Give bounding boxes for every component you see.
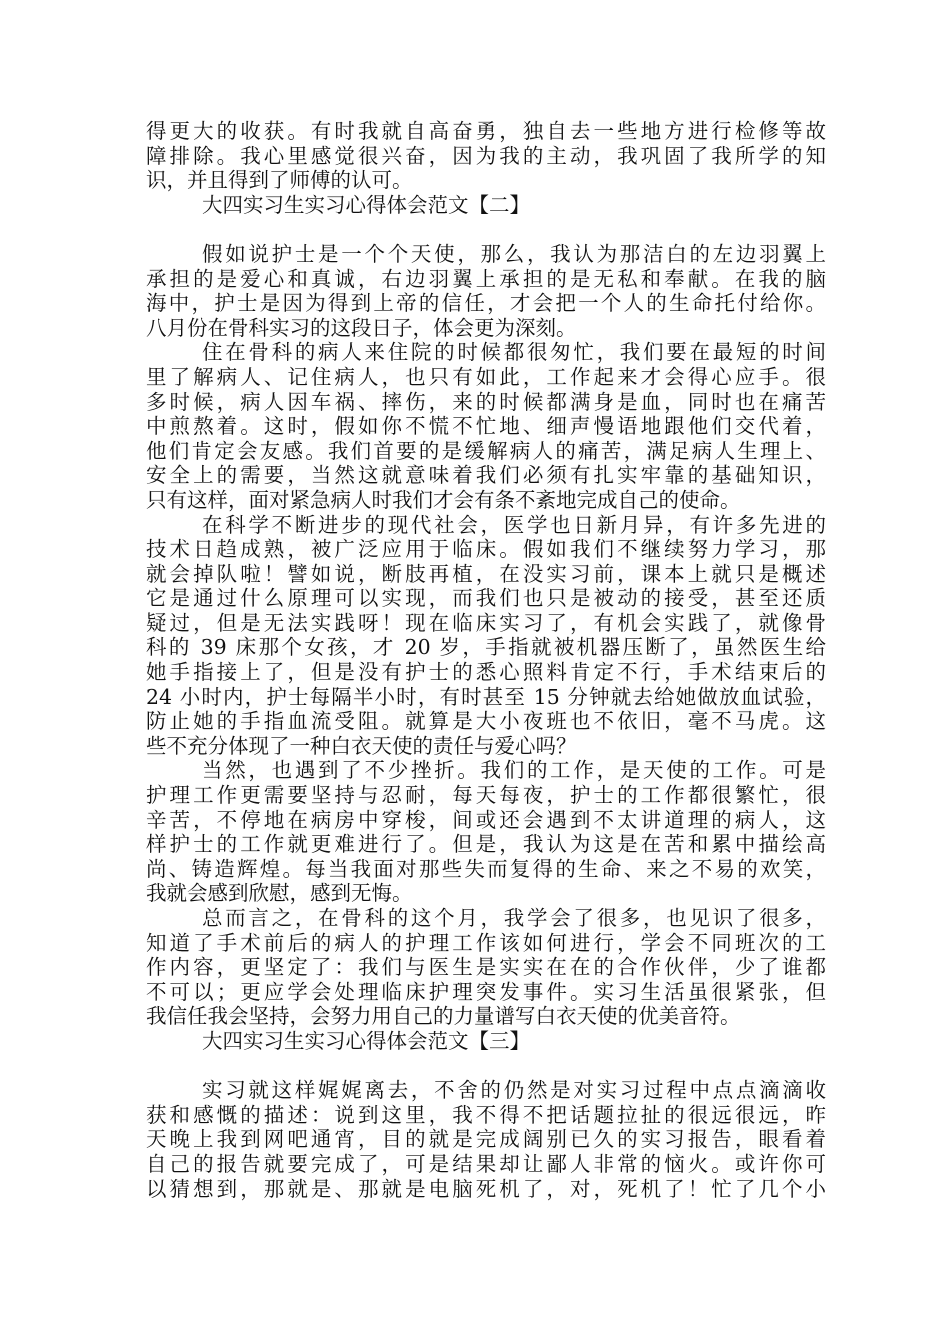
text-line: 假如说护士是一个个天使，那么，我认为那洁白的左边羽翼上	[202, 241, 826, 266]
text-line: 我就会感到欣慰，感到无悔。	[146, 881, 413, 906]
text-line: 在科学不断进步的现代社会，医学也日新月异，有许多先进的	[202, 512, 826, 537]
text-line: 海中，护士是因为得到上帝的信任，才会把一个人的生命托付给你。	[146, 291, 826, 316]
blank-line	[146, 1054, 826, 1079]
paragraph	[146, 758, 826, 906]
text-line: 住在骨科的病人来住院的时候都很匆忙，我们要在最短的时间	[202, 340, 826, 365]
section-heading-two: 大四实习生实习心得体会范文【二】	[202, 192, 530, 217]
text-line: 他们肯定会友感。我们首要的是缓解病人的痛苦，满足病人生理上、	[146, 438, 826, 463]
section-heading-three: 大四实习生实习心得体会范文【三】	[202, 1028, 530, 1053]
text-line: 科的 39 床那个女孩，才 20 岁，手指就被机器压断了，虽然医生给	[146, 635, 826, 660]
text-line: 些不充分体现了一种白衣天使的责任与爱心吗？	[146, 733, 577, 758]
text-line: 知道了手术前后的病人的护理工作该如何进行，学会不同班次的工	[146, 930, 826, 955]
paragraph-continuation	[146, 119, 826, 193]
text-line: 不可以；更应学会处理临床护理突发事件。实习生活虽很紧张，但	[146, 979, 826, 1004]
text-line: 八月份在骨科实习的这段日子，体会更为深刻。	[146, 315, 577, 340]
text-line: 作内容，更坚定了：我们与医生是实实在在的合作伙伴，少了谁都	[146, 955, 826, 980]
text-line: 样护士的工作就更难进行了。但是，我认为这是在苦和累中描绘高	[146, 832, 826, 857]
paragraph	[146, 513, 826, 759]
text-line: 识，并且得到了师傅的认可。	[146, 168, 413, 193]
blank-line	[146, 217, 826, 242]
text-line: 只有这样，面对紧急病人时我们才会有条不紊地完成自己的使命。	[146, 487, 741, 512]
text-line: 以猜想到，那就是、那就是电脑死机了，对，死机了！忙了几个小	[146, 1176, 826, 1201]
paragraph	[146, 242, 826, 340]
text-line: 尚、铸造辉煌。每当我面对那些失而复得的生命、来之不易的欢笑，	[146, 856, 826, 881]
text-line: 我信任我会坚持，会努力用自己的力量谱写白衣天使的优美音符。	[146, 1004, 741, 1029]
document-page	[146, 119, 826, 1201]
text-line: 实习就这样娓娓离去，不舍的仍然是对实习过程中点点滴滴收	[202, 1078, 826, 1103]
text-line: 天晚上我到网吧通宵，目的就是完成阔别已久的实习报告，眼看着	[146, 1127, 826, 1152]
text-line: 安全上的需要，当然这就意味着我们必须有扎实牢靠的基础知识，	[146, 463, 826, 488]
text-line: 得更大的收获。有时我就自高奋勇，独自去一些地方进行检修等故	[146, 119, 826, 143]
paragraph	[146, 340, 826, 512]
text-line: 总而言之，在骨科的这个月，我学会了很多，也见识了很多，	[202, 906, 826, 930]
paragraph	[146, 1078, 826, 1201]
text-line: 技术日趋成熟，被广泛应用于临床。假如我们不继续努力学习，那	[146, 537, 826, 562]
text-line: 24 小时内，护士每隔半小时，有时甚至 15 分钟就去给她做放血试验，	[146, 684, 826, 709]
text-line: 中煎熬着。这时，假如你不慌不忙地、细声慢语地跟他们交代着，	[146, 414, 826, 439]
text-line: 防止她的手指血流受阻。就算是大小夜班也不依旧，毫不马虎。这	[146, 709, 826, 734]
text-line: 里了解病人、记住病人，也只有如此，工作起来才会得心应手。很	[146, 364, 826, 389]
paragraph	[146, 906, 826, 1029]
text-line: 当然，也遇到了不少挫折。我们的工作，是天使的工作。可是	[202, 758, 826, 783]
text-line: 自己的报告就要完成了，可是结果却让鄙人非常的恼火。或许你可	[146, 1151, 826, 1176]
text-line: 辛苦，不停地在病房中穿梭，间或还会遇到不太讲道理的病人，这	[146, 807, 826, 832]
text-line: 就会掉队啦！譬如说，断肢再植，在没实习前，课本上就只是概述	[146, 561, 826, 586]
text-line: 障排除。我心里感觉很兴奋，因为我的主动，我巩固了我所学的知	[146, 143, 826, 168]
text-line: 疑过，但是无法实践呀！现在临床实习了，有机会实践了，就像骨	[146, 610, 826, 635]
text-line: 护理工作更需要坚持与忍耐，每天每夜，护士的工作都很繁忙，很	[146, 783, 826, 808]
text-line: 它是通过什么原理可以实现，而我们也只是被动的接受，甚至还质	[146, 586, 826, 611]
text-line: 承担的是爱心和真诚，右边羽翼上承担的是无私和奉献。在我的脑	[146, 266, 826, 291]
text-line: 她手指接上了，但是没有护士的悉心照料肯定不行，手术结束后的	[146, 660, 826, 685]
text-line: 获和感慨的描述：说到这里，我不得不把话题拉扯的很远很远，昨	[146, 1102, 826, 1127]
text-line: 多时候，病人因车祸、摔伤，来的时候都满身是血，同时也在痛苦	[146, 389, 826, 414]
